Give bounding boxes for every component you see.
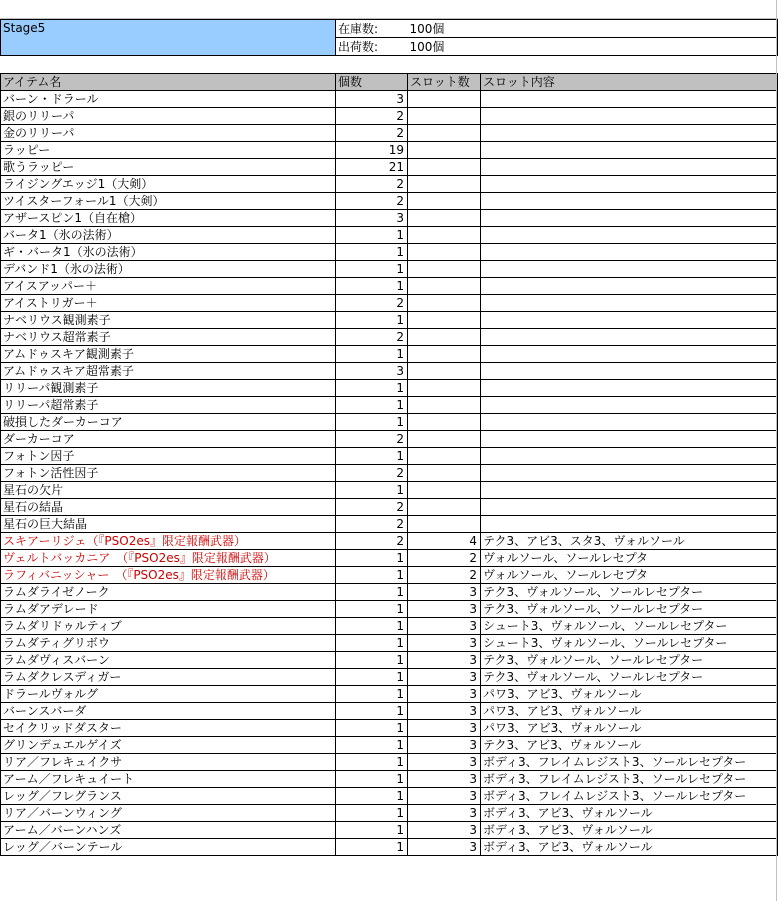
item-name-cell[interactable]: アーム／バーンハンズ (1, 822, 336, 839)
stage-cell[interactable]: Stage5 (1, 20, 336, 56)
item-name-cell[interactable]: リリーパ超常素子 (1, 397, 336, 414)
slot-content-cell[interactable]: テク3、アビ3、スタ3、ヴォルソール (481, 533, 778, 550)
slot-count-cell[interactable]: 3 (408, 635, 481, 652)
item-name-cell[interactable]: 星石の欠片 (1, 482, 336, 499)
col-header-slot-content[interactable]: スロット内容 (481, 74, 778, 91)
count-cell[interactable]: 1 (336, 261, 408, 278)
summary-table (0, 19, 778, 56)
slot-content-cell[interactable] (481, 346, 778, 363)
count-cell[interactable]: 1 (336, 720, 408, 737)
item-name-cell[interactable]: アムドゥスキア観測素子 (1, 346, 336, 363)
slot-count-cell[interactable] (408, 159, 481, 176)
slot-content-cell[interactable] (481, 108, 778, 125)
stock-label[interactable]: 在庫数: (336, 20, 408, 38)
slot-count-cell[interactable] (408, 142, 481, 159)
item-name-cell[interactable]: ラムダティグリボウ (1, 635, 336, 652)
slot-content-cell[interactable] (481, 261, 778, 278)
table-row (1, 839, 778, 856)
table-row (1, 754, 778, 771)
slot-count-cell[interactable]: 2 (408, 550, 481, 567)
slot-count-cell[interactable] (408, 227, 481, 244)
item-name-cell[interactable]: レッグ／バーンテール (1, 839, 336, 856)
table-row (1, 380, 778, 397)
slot-count-cell[interactable] (408, 414, 481, 431)
slot-count-cell[interactable]: 3 (408, 601, 481, 618)
header-row (1, 74, 778, 91)
count-cell[interactable]: 1 (336, 567, 408, 584)
slot-count-cell[interactable]: 3 (408, 669, 481, 686)
slot-content-cell[interactable] (481, 414, 778, 431)
slot-count-cell[interactable]: 3 (408, 788, 481, 805)
table-row (1, 465, 778, 482)
slot-content-cell[interactable]: ボディ3、フレイムレジスト3、ソールレセプター (481, 788, 778, 805)
item-name-cell[interactable]: リア／バーンウィング (1, 805, 336, 822)
item-name-cell[interactable]: ヴェルトバッカニア （『PSO2es』限定報酬武器） (1, 550, 336, 567)
count-cell[interactable]: 2 (336, 295, 408, 312)
item-name-cell[interactable]: ナベリウス超常素子 (1, 329, 336, 346)
slot-count-cell[interactable]: 4 (408, 533, 481, 550)
slot-content-cell[interactable]: ボディ3、フレイムレジスト3、ソールレセプター (481, 754, 778, 771)
table-row (1, 448, 778, 465)
item-name-cell[interactable]: ドラールヴォルグ (1, 686, 336, 703)
table-row (1, 771, 778, 788)
table-row (1, 227, 778, 244)
slot-content-cell[interactable] (481, 193, 778, 210)
count-cell[interactable]: 1 (336, 448, 408, 465)
count-cell[interactable]: 3 (336, 91, 408, 108)
slot-count-cell[interactable] (408, 346, 481, 363)
ship-label[interactable]: 出荷数: (336, 38, 408, 56)
item-name-cell[interactable]: ナベリウス観測素子 (1, 312, 336, 329)
slot-content-cell[interactable]: テク3、ヴォルソール、ソールレセプター (481, 669, 778, 686)
slot-count-cell[interactable] (408, 210, 481, 227)
item-name-cell[interactable]: 銀のリリーパ (1, 108, 336, 125)
item-name-cell[interactable]: デバンド1（氷の法術） (1, 261, 336, 278)
table-row (1, 822, 778, 839)
item-name-cell[interactable]: ラムダライゼノーク (1, 584, 336, 601)
table-row (1, 652, 778, 669)
ship-value[interactable]: 100個 (408, 38, 778, 56)
slot-count-cell[interactable] (408, 176, 481, 193)
table-row (1, 210, 778, 227)
count-cell[interactable]: 2 (336, 465, 408, 482)
slot-count-cell[interactable] (408, 380, 481, 397)
count-cell[interactable]: 1 (336, 618, 408, 635)
table-row (1, 720, 778, 737)
table-row (1, 737, 778, 754)
table-row (1, 805, 778, 822)
slot-count-cell[interactable]: 3 (408, 652, 481, 669)
count-cell[interactable]: 1 (336, 414, 408, 431)
item-name-cell[interactable]: ラフィバニッシャー （『PSO2es』限定報酬武器） (1, 567, 336, 584)
count-cell[interactable]: 1 (336, 839, 408, 856)
slot-count-cell[interactable]: 3 (408, 771, 481, 788)
table-row (1, 159, 778, 176)
item-name-cell[interactable]: リリーパ観測素子 (1, 380, 336, 397)
slot-count-cell[interactable]: 3 (408, 822, 481, 839)
col-header-slot-count[interactable]: スロット数 (408, 74, 481, 91)
count-cell[interactable]: 1 (336, 788, 408, 805)
slot-content-cell[interactable]: テク3、ヴォルソール、ソールレセプター (481, 601, 778, 618)
item-name-cell[interactable]: ラムダリドゥルティブ (1, 618, 336, 635)
count-cell[interactable]: 1 (336, 737, 408, 754)
table-row (1, 91, 778, 108)
count-cell[interactable]: 2 (336, 533, 408, 550)
slot-count-cell[interactable]: 3 (408, 805, 481, 822)
slot-count-cell[interactable]: 3 (408, 720, 481, 737)
table-row (1, 193, 778, 210)
slot-count-cell[interactable]: 3 (408, 618, 481, 635)
item-name-cell[interactable]: バーンスバーダ (1, 703, 336, 720)
item-name-cell[interactable]: 金のリリーパ (1, 125, 336, 142)
count-cell[interactable]: 1 (336, 686, 408, 703)
slot-content-cell[interactable] (481, 397, 778, 414)
item-name-cell[interactable]: 破損したダーカーコア (1, 414, 336, 431)
table-row (1, 499, 778, 516)
table-row (1, 363, 778, 380)
table-row (1, 329, 778, 346)
table-row (1, 295, 778, 312)
item-name-cell[interactable]: ラムダアデレード (1, 601, 336, 618)
count-cell[interactable]: 1 (336, 805, 408, 822)
sheet-right-edge (776, 0, 777, 901)
slot-count-cell[interactable] (408, 108, 481, 125)
slot-count-cell[interactable] (408, 516, 481, 533)
slot-content-cell[interactable] (481, 125, 778, 142)
slot-content-cell[interactable]: ボディ3、アビ3、ヴォルソール (481, 839, 778, 856)
table-row (1, 414, 778, 431)
count-cell[interactable]: 1 (336, 244, 408, 261)
item-name-cell[interactable]: スキアーリジェ（『PSO2es』限定報酬武器） (1, 533, 336, 550)
item-name-cell[interactable]: アーム／フレキュイート (1, 771, 336, 788)
count-cell[interactable]: 1 (336, 397, 408, 414)
stock-value[interactable]: 100個 (408, 20, 778, 38)
count-cell[interactable]: 1 (336, 635, 408, 652)
item-name-cell[interactable]: リア／フレキュイクサ (1, 754, 336, 771)
item-name-cell[interactable]: バータ1（氷の法術） (1, 227, 336, 244)
slot-content-cell[interactable] (481, 516, 778, 533)
count-cell[interactable]: 2 (336, 516, 408, 533)
slot-content-cell[interactable] (481, 363, 778, 380)
table-row (1, 686, 778, 703)
empty-row-top (0, 0, 778, 19)
slot-content-cell[interactable] (481, 142, 778, 159)
slot-content-cell[interactable] (481, 448, 778, 465)
slot-count-cell[interactable] (408, 363, 481, 380)
slot-count-cell[interactable] (408, 448, 481, 465)
item-name-cell[interactable]: レッグ／フレグランス (1, 788, 336, 805)
slot-count-cell[interactable] (408, 244, 481, 261)
table-row (1, 669, 778, 686)
item-name-cell[interactable]: 歌うラッピー (1, 159, 336, 176)
slot-content-cell[interactable] (481, 244, 778, 261)
table-row (1, 567, 778, 584)
count-cell[interactable]: 1 (336, 550, 408, 567)
table-row (1, 397, 778, 414)
table-row (1, 618, 778, 635)
item-name-cell[interactable]: セイクリッドダスター (1, 720, 336, 737)
slot-content-cell[interactable] (481, 499, 778, 516)
slot-count-cell[interactable] (408, 499, 481, 516)
slot-content-cell[interactable]: パワ3、アビ3、ヴォルソール (481, 720, 778, 737)
slot-content-cell[interactable] (481, 295, 778, 312)
count-cell[interactable]: 1 (336, 669, 408, 686)
slot-content-cell[interactable]: シュート3、ヴォルソール、ソールレセプター (481, 618, 778, 635)
col-header-item-name[interactable]: アイテム名 (1, 74, 336, 91)
table-row (1, 601, 778, 618)
count-cell[interactable]: 1 (336, 346, 408, 363)
slot-content-cell[interactable] (481, 312, 778, 329)
slot-count-cell[interactable] (408, 295, 481, 312)
slot-content-cell[interactable] (481, 329, 778, 346)
table-row (1, 482, 778, 499)
slot-content-cell[interactable]: テク3、アビ3、ヴォルソール (481, 737, 778, 754)
table-row (1, 431, 778, 448)
item-name-cell[interactable]: フォトン活性因子 (1, 465, 336, 482)
table-row (1, 516, 778, 533)
items-body (1, 91, 778, 856)
item-name-cell[interactable]: 星石の結晶 (1, 499, 336, 516)
slot-content-cell[interactable]: ボディ3、フレイムレジスト3、ソールレセプター (481, 771, 778, 788)
col-header-count[interactable]: 個数 (336, 74, 408, 91)
slot-content-cell[interactable]: パワ3、アビ3、ヴォルソール (481, 703, 778, 720)
count-cell[interactable]: 21 (336, 159, 408, 176)
count-cell[interactable]: 1 (336, 652, 408, 669)
slot-count-cell[interactable] (408, 261, 481, 278)
slot-count-cell[interactable] (408, 431, 481, 448)
item-name-cell[interactable]: ラムダクレスディガー (1, 669, 336, 686)
table-row (1, 788, 778, 805)
item-name-cell[interactable]: ダーカーコア (1, 431, 336, 448)
slot-content-cell[interactable]: ボディ3、アビ3、ヴォルソール (481, 822, 778, 839)
slot-count-cell[interactable]: 3 (408, 754, 481, 771)
table-row (1, 550, 778, 567)
item-name-cell[interactable]: アイスアッパー＋ (1, 278, 336, 295)
count-cell[interactable]: 1 (336, 754, 408, 771)
table-row (1, 584, 778, 601)
count-cell[interactable]: 1 (336, 312, 408, 329)
table-row (1, 125, 778, 142)
table-row (1, 108, 778, 125)
item-name-cell[interactable]: 星石の巨大結晶 (1, 516, 336, 533)
slot-content-cell[interactable]: ヴォルソール、ソールレセプタ (481, 567, 778, 584)
item-name-cell[interactable]: ギ・バータ1（氷の法術） (1, 244, 336, 261)
table-row (1, 244, 778, 261)
count-cell[interactable]: 1 (336, 601, 408, 618)
item-name-cell[interactable]: ラッピー (1, 142, 336, 159)
slot-content-cell[interactable] (481, 380, 778, 397)
slot-content-cell[interactable] (481, 278, 778, 295)
slot-count-cell[interactable] (408, 278, 481, 295)
count-cell[interactable]: 3 (336, 210, 408, 227)
slot-content-cell[interactable]: テク3、ヴォルソール、ソールレセプター (481, 584, 778, 601)
slot-content-cell[interactable] (481, 482, 778, 499)
items-table (0, 73, 778, 856)
item-name-cell[interactable]: アザースピン1（自在槍） (1, 210, 336, 227)
slot-count-cell[interactable] (408, 329, 481, 346)
slot-content-cell[interactable]: テク3、ヴォルソール、ソールレセプター (481, 652, 778, 669)
count-cell[interactable]: 2 (336, 108, 408, 125)
table-row (1, 312, 778, 329)
slot-content-cell[interactable] (481, 431, 778, 448)
slot-count-cell[interactable]: 3 (408, 839, 481, 856)
count-cell[interactable]: 1 (336, 584, 408, 601)
count-cell[interactable]: 1 (336, 482, 408, 499)
count-cell[interactable]: 2 (336, 176, 408, 193)
item-name-cell[interactable]: フォトン因子 (1, 448, 336, 465)
slot-count-cell[interactable]: 3 (408, 686, 481, 703)
count-cell[interactable]: 2 (336, 193, 408, 210)
count-cell[interactable]: 1 (336, 703, 408, 720)
slot-content-cell[interactable] (481, 227, 778, 244)
slot-content-cell[interactable]: ボディ3、アビ3、ヴォルソール (481, 805, 778, 822)
item-name-cell[interactable]: ツイスターフォール1（大剣） (1, 193, 336, 210)
table-row (1, 533, 778, 550)
count-cell[interactable]: 2 (336, 431, 408, 448)
count-cell[interactable]: 1 (336, 227, 408, 244)
slot-count-cell[interactable]: 3 (408, 737, 481, 754)
slot-content-cell[interactable]: パワ3、アビ3、ヴォルソール (481, 686, 778, 703)
item-name-cell[interactable]: ラムダヴィスバーン (1, 652, 336, 669)
count-cell[interactable]: 2 (336, 125, 408, 142)
table-row (1, 703, 778, 720)
table-row (1, 278, 778, 295)
item-name-cell[interactable]: アムドゥスキア超常素子 (1, 363, 336, 380)
count-cell[interactable]: 1 (336, 380, 408, 397)
slot-content-cell[interactable] (481, 465, 778, 482)
empty-row-gap (0, 56, 778, 72)
slot-count-cell[interactable] (408, 397, 481, 414)
count-cell[interactable]: 2 (336, 499, 408, 516)
count-cell[interactable]: 3 (336, 363, 408, 380)
item-name-cell[interactable]: グリンデュエルゲイズ (1, 737, 336, 754)
count-cell[interactable]: 1 (336, 278, 408, 295)
slot-count-cell[interactable]: 3 (408, 703, 481, 720)
slot-count-cell[interactable] (408, 312, 481, 329)
table-row (1, 346, 778, 363)
slot-content-cell[interactable] (481, 91, 778, 108)
slot-content-cell[interactable]: シュート3、ヴォルソール、ソールレセプター (481, 635, 778, 652)
slot-count-cell[interactable] (408, 482, 481, 499)
slot-count-cell[interactable] (408, 193, 481, 210)
item-name-cell[interactable]: アイストリガー＋ (1, 295, 336, 312)
count-cell[interactable]: 1 (336, 822, 408, 839)
table-row (1, 142, 778, 159)
table-row (1, 635, 778, 652)
table-row (1, 176, 778, 193)
slot-content-cell[interactable]: ヴォルソール、ソールレセプタ (481, 550, 778, 567)
slot-content-cell[interactable] (481, 210, 778, 227)
slot-count-cell[interactable] (408, 465, 481, 482)
slot-content-cell[interactable] (481, 176, 778, 193)
slot-count-cell[interactable] (408, 125, 481, 142)
table-row (1, 261, 778, 278)
item-name-cell[interactable]: ライジングエッジ1（大剣） (1, 176, 336, 193)
slot-count-cell[interactable] (408, 91, 481, 108)
slot-count-cell[interactable]: 3 (408, 584, 481, 601)
count-cell[interactable]: 19 (336, 142, 408, 159)
count-cell[interactable]: 1 (336, 771, 408, 788)
item-name-cell[interactable]: バーン・ドラール (1, 91, 336, 108)
slot-count-cell[interactable]: 2 (408, 567, 481, 584)
slot-content-cell[interactable] (481, 159, 778, 176)
count-cell[interactable]: 2 (336, 329, 408, 346)
